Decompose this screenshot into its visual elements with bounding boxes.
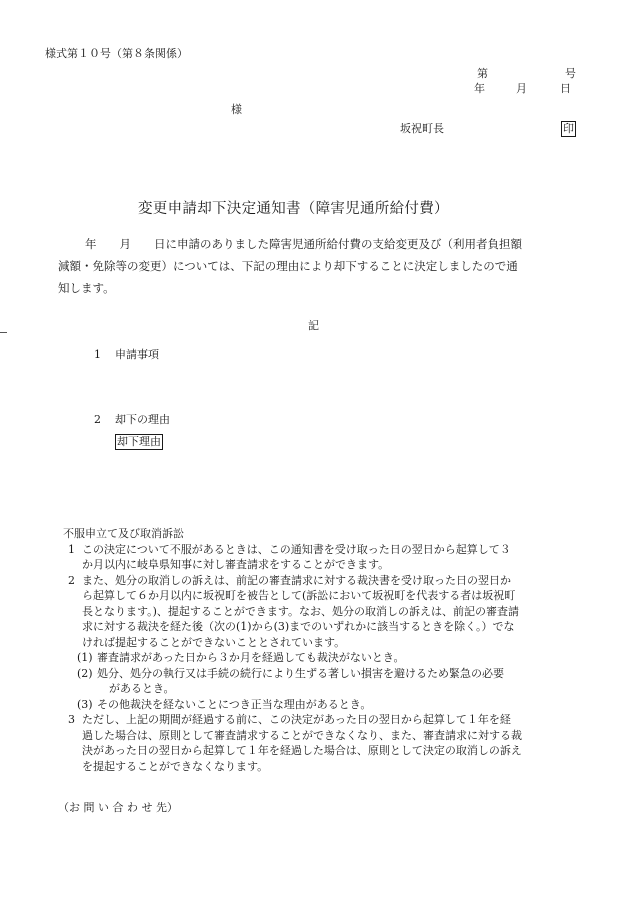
objection-item-2-number: 2 xyxy=(68,573,75,587)
contact-heading: （お 問 い 合 わ せ 先） xyxy=(58,801,178,814)
objection-sub-3-number: (3) xyxy=(77,697,93,711)
objection-sub-2-continuation: があるとき。 xyxy=(109,682,175,695)
date-year: 年 xyxy=(474,82,485,95)
objection-item-2-line: また、処分の取消しの訴えは、前記の審査請求に対する裁決書を受け取った日の翌日か xyxy=(82,573,511,587)
margin-mark xyxy=(0,332,7,333)
objection-sub-2-text: 処分、処分の執行又は手続の続行により生ずる著しい損害を避けるため緊急の必要 xyxy=(97,666,504,680)
objection-item-2-line: 長となります。)、提起することができます。なお、処分の取消しの訴えは、前記の審査請 xyxy=(82,604,520,618)
body-line: 減額・免除等の変更）については、下記の理由により却下することに決定しましたので通 xyxy=(58,259,518,273)
date-day: 日 xyxy=(560,82,571,95)
sender-name: 坂祝町長 xyxy=(400,122,444,135)
body-paragraph xyxy=(58,233,522,299)
body-line: 年 月 日に申請のありました障害児通所給付費の支給変更及び（利用者負担額 xyxy=(85,237,522,251)
objection-item-1-line: この決定について不服があるときは、この通知書を受け取った日の翌日から起算して３ xyxy=(82,542,511,556)
objection-item-3-line: 過した場合は、原則として審査請求することができなくなり、また、審査請求に対する裁 xyxy=(82,728,522,742)
objection-sub-2 xyxy=(77,666,522,697)
item-1-label: 申請事項 xyxy=(115,348,159,361)
objection-item-3-line: を提起することができなくなります。 xyxy=(82,759,269,773)
item-2-number: 2 xyxy=(94,413,101,426)
objection-item-3 xyxy=(68,712,522,774)
objection-section xyxy=(63,526,522,774)
document-title: 変更申請却下決定通知書（障害児通所給付費） xyxy=(138,201,449,217)
seal-mark: 印 xyxy=(563,122,574,135)
objection-item-1-number: 1 xyxy=(68,542,75,556)
doc-number-prefix: 第 xyxy=(477,67,488,80)
objection-sub-3-text: その他裁決を経ないことにつき正当な理由があるとき。 xyxy=(97,697,372,711)
item-1-number: 1 xyxy=(94,348,101,361)
doc-number-suffix: 号 xyxy=(565,67,576,80)
objection-item-3-line: 決があった日の翌日から起算して１年を経過した場合は、原則として決定の取消しの訴え xyxy=(82,744,522,757)
objection-sub-1-text: 審査請求があった日から３か月を経過しても裁決がないとき。 xyxy=(97,651,405,664)
objection-item-2-line: ら起算して６か月以内に坂祝町を被告として(訴訟において坂祝町を代表する者は坂祝町 xyxy=(82,589,516,602)
date-month: 月 xyxy=(516,82,527,95)
objection-item-3-number: 3 xyxy=(68,713,75,726)
objection-heading: 不服申立て及び取消訴訟 xyxy=(63,527,184,540)
objection-sub-2-number: (2) xyxy=(77,666,93,680)
body-line: 知します。 xyxy=(58,281,115,295)
objection-sub-1-number: (1) xyxy=(77,651,93,664)
form-number: 様式第１０号（第８条関係） xyxy=(45,47,188,60)
objection-item-1 xyxy=(68,542,522,573)
reason-box: 却下理由 xyxy=(117,435,161,448)
objection-item-1-line: か月以内に岐阜県知事に対し審査請求をすることができます。 xyxy=(82,558,390,571)
objection-item-2-line: 求に対する裁決を経た後（次の(1)から(3)までのいずれかに該当するときを除く。）でな xyxy=(82,620,515,633)
item-2-label: 却下の理由 xyxy=(115,413,170,426)
objection-item-3-line: ただし、上記の期間が経過する前に、この決定があった日の翌日から起算して１年を経 xyxy=(82,713,511,726)
addressee-suffix: 様 xyxy=(231,103,242,116)
objection-sub-1 xyxy=(77,650,522,666)
objection-item-2-line: ければ提起することができないこととされています。 xyxy=(82,635,346,649)
objection-sub-3 xyxy=(77,697,522,713)
objection-item-2 xyxy=(68,573,522,651)
ki-mark: 記 xyxy=(308,319,319,332)
